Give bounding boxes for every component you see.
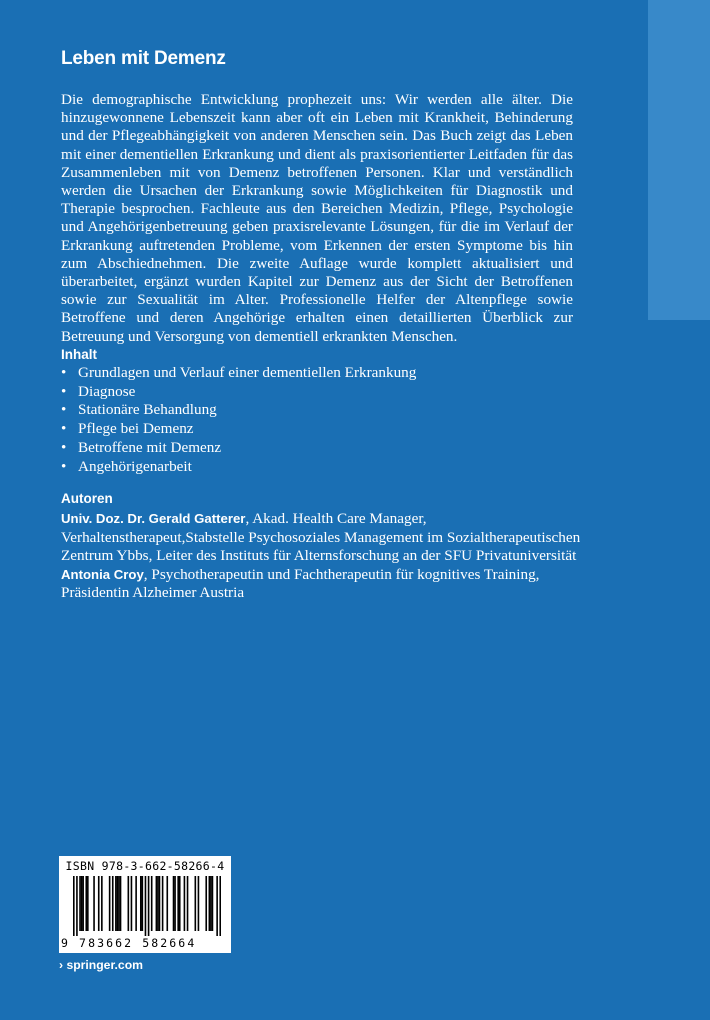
barcode-icon: [73, 876, 221, 936]
barcode-bar: [210, 876, 212, 931]
barcode-bar: [79, 876, 81, 931]
barcode-bar: [131, 876, 133, 931]
barcode-bar: [216, 876, 218, 936]
list-item: • Angehörigenarbeit: [61, 457, 192, 475]
author-entry: [61, 510, 581, 566]
contents-heading: Inhalt: [61, 347, 97, 362]
publisher-link[interactable]: › springer.com: [59, 958, 143, 972]
barcode-bar: [112, 876, 114, 931]
barcode-bar: [198, 876, 200, 931]
isbn-barcode: [59, 856, 231, 953]
barcode-bar: [87, 876, 89, 931]
barcode-bar: [209, 876, 211, 931]
barcode-bar: [118, 876, 120, 931]
bullet-icon: •: [61, 457, 67, 475]
barcode-bar: [159, 876, 161, 931]
barcode-bar: [156, 876, 158, 931]
barcode-bar: [151, 876, 153, 931]
barcode-bar: [219, 876, 221, 936]
barcode-bar: [135, 876, 137, 931]
barcode-bar: [195, 876, 197, 931]
authors-heading: Autoren: [61, 491, 113, 506]
corner-tab: [648, 0, 710, 320]
barcode-bar: [109, 876, 111, 931]
barcode-bar: [101, 876, 103, 931]
barcode-bar: [205, 876, 207, 931]
author-entry: [61, 566, 581, 603]
barcode-bar: [73, 876, 75, 936]
book-title: Leben mit Demenz: [61, 48, 226, 69]
blurb-text: Die demographische Entwicklung prophezeit uns: Wir werden alle älter. Die hinzugewonnene Lebenszeit kann aber oft ein Leben mit Krankheit, Behinderung und der Pflegeabhängigkeit von anderen Menschen sein. Das Buch zeigt das Leben mit einer dementiellen Erkrankung und dient als praxisorientierter Leitfaden für das Zusammenleben mit von Demenz betroffenen Personen. Klar und verständlich werden die Ursachen der Erkrankung sowie Möglichkeiten für Diagnostik und Therapie besprochen. Fachleute aus den Bereichen Medizin, Pflege, Psychologie und Angehörigenbetreuung geben praxisrelevante Lösungen, für die im Verlauf der Erkrankung auftretenden Probleme, vom Erkennen der ersten Symptome bis hin zum Abschiednehmen. Die zweite Auflage wurde komplett aktualisiert und überarbeitet, ergänzt wurden Kapitel zur Demenz aus der Sicht der Betroffenen sowie zur Sexualität im Alter. Professionelle Helfer der Altenpflege sowie Betroffene und deren Angehörige erhalten einen detaillierten Überblick zur Betreuung und Versorgung von dementiell erkrankten Menschen.: [61, 91, 573, 345]
bullet-icon: •: [61, 420, 67, 438]
barcode-bar: [173, 876, 175, 931]
author-name: Univ. Doz. Dr. Gerald Gatterer: [61, 511, 246, 526]
barcode-bar: [148, 876, 150, 936]
barcode-bar: [82, 876, 84, 931]
bullet-icon: •: [61, 401, 67, 419]
list-item: • Stationäre Behandlung: [61, 401, 217, 419]
barcode-bar: [142, 876, 144, 931]
barcode-bar: [81, 876, 83, 931]
barcode-bar: [212, 876, 214, 931]
bullet-icon: •: [61, 382, 67, 400]
barcode-bar: [128, 876, 130, 931]
barcode-bar: [93, 876, 95, 931]
author-description: , Psychotherapeutin und Fachtherapeutin für kognitives Training, Präsidentin Alzheimer Austria: [61, 565, 540, 602]
barcode-bar: [174, 876, 176, 931]
author-name: Antonia Croy: [61, 566, 144, 582]
barcode-bar: [179, 876, 181, 931]
barcode-bar: [145, 876, 147, 936]
authors-section: [61, 510, 581, 603]
barcode-bar: [115, 876, 117, 931]
barcode-bar: [120, 876, 122, 931]
bullet-icon: •: [61, 438, 67, 456]
list-item: • Betroffene mit Demenz: [61, 438, 222, 456]
barcode-bar: [157, 876, 159, 931]
barcode-digits: 9 783662 582664: [61, 936, 197, 950]
list-item: • Diagnose: [61, 382, 136, 400]
list-item: • Grundlagen und Verlauf einer dementiellen Erkrankung: [61, 364, 417, 381]
list-item: • Pflege bei Demenz: [61, 420, 194, 438]
barcode-bar: [166, 876, 168, 931]
barcode-bar: [184, 876, 186, 931]
barcode-bar: [187, 876, 189, 931]
barcode-bar: [177, 876, 179, 931]
barcode-bar: [76, 876, 78, 936]
barcode-bar: [140, 876, 142, 931]
isbn-label: ISBN 978-3-662-58266-4: [65, 859, 225, 873]
bullet-icon: •: [61, 364, 67, 381]
barcode-bar: [85, 876, 87, 931]
barcode-bar: [117, 876, 119, 931]
barcode-bar: [98, 876, 100, 931]
contents-list: [61, 364, 416, 476]
barcode-bar: [162, 876, 164, 931]
author-description: , Akad. Health Care Manager, Verhaltenstherapeut,Stabstelle Psychosoziales Management im Sozialtherapeutischen Zentrum Ybbs, Leiter des Instituts für Alternsforschung an der SFU Privatuniversität: [61, 510, 581, 565]
